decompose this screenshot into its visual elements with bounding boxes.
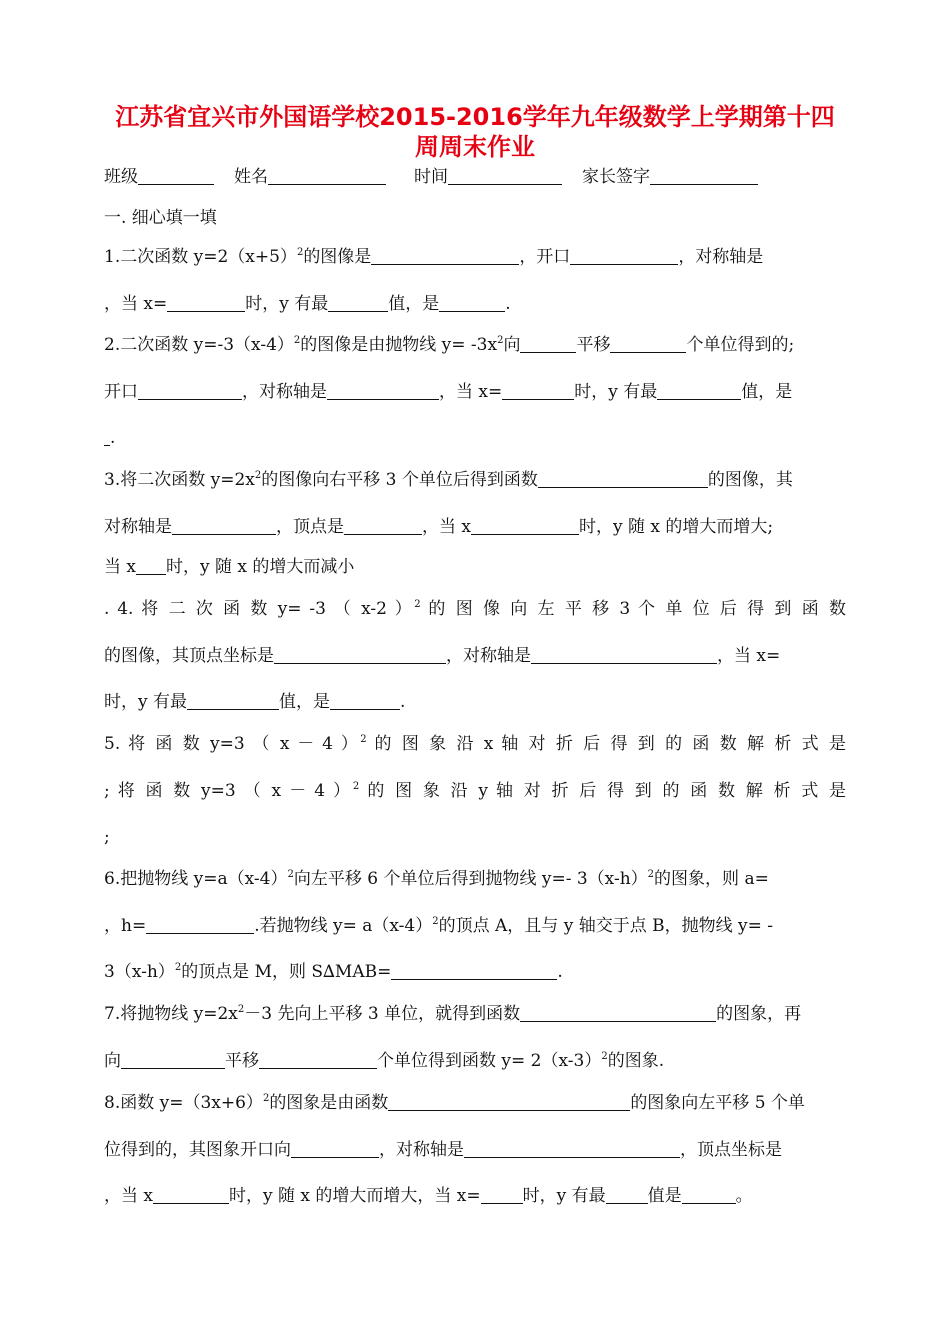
q3-blank-decreasing[interactable] — [136, 557, 166, 575]
parent-signature-field[interactable] — [650, 167, 758, 185]
question-3-line-2: 对称轴是 ，顶点是 ，当 x 时，y 随 x 的增大而增大; — [104, 517, 774, 537]
q8-blank-opening[interactable] — [291, 1140, 379, 1158]
question-6-line-2: ，h= .若抛物线 $y= a(x-4)^2$的顶点 A，且与 y 轴交于点 B，抛物线 y= - — [104, 916, 774, 936]
question-7-line-1: 7.将抛物线 $y=2x^2-3$ 先向上平移 3 单位，就得到函数 的图象，再 — [104, 1004, 802, 1024]
question-1-line-2: ，当 x= 时，y 有最 值，是 . — [104, 294, 511, 314]
question-8-line-1: 8.函数 $y=(3x+6)^2$的图象是由函数 的图象向左平移 5 个单 — [104, 1093, 805, 1113]
question-8-line-2: 位得到的，其图象开口向 ，对称轴是 ，顶点坐标是 — [104, 1140, 782, 1160]
question-1-line-1: 1.二次函数 $y=2(x+5)^2$的图像是 ，开口 ，对称轴是 — [104, 247, 764, 267]
question-4-line-1: . 4. 将 二 次 函 数 y= -3 （ x-2 ）$^2$ 的 图 像 向 左 平 移 3 个 单 位 后 得 到 函 数 — [104, 599, 846, 619]
question-5-line-3: ; — [104, 827, 110, 847]
q3-blank-vertex[interactable] — [344, 517, 422, 535]
question-2-line-3: . — [104, 427, 846, 449]
q3-blank-function[interactable] — [538, 470, 708, 488]
time-field[interactable] — [448, 167, 562, 185]
name-label: 姓名 — [234, 167, 268, 187]
q8-blank-extreme[interactable] — [606, 1186, 648, 1204]
q1-blank-value[interactable] — [439, 294, 505, 312]
q8-blank-function[interactable] — [388, 1093, 630, 1111]
q7-blank-direction[interactable] — [121, 1051, 225, 1069]
question-6-line-3: $3(x-h)^2$的顶点是 M，则 S∆MAB= . — [104, 962, 563, 982]
worksheet-title — [100, 102, 850, 162]
q1-blank-x[interactable] — [167, 294, 245, 312]
q2-blank-x[interactable] — [502, 382, 574, 400]
q2-blank-units[interactable] — [610, 335, 686, 353]
name-field[interactable] — [268, 167, 386, 185]
question-4-line-3: 时，y 有最 值，是 . — [104, 692, 406, 712]
question-4-line-2: 的图像，其顶点坐标是 ，对称轴是 ，当 x= — [104, 646, 781, 666]
section-heading: 一. 细心填一填 — [104, 208, 217, 228]
q3-blank-increasing[interactable] — [471, 517, 579, 535]
q8-blank-axis[interactable] — [464, 1140, 680, 1158]
class-label: 班级 — [104, 167, 138, 187]
question-3-line-3: 当 x 时，y 随 x 的增大而减小 — [104, 557, 355, 577]
question-2-line-2: 开口 ，对称轴是 ，当 x= 时，y 有最 值，是 — [104, 382, 793, 402]
time-label: 时间 — [414, 167, 448, 187]
q2-blank-opening[interactable] — [138, 382, 242, 400]
class-field[interactable] — [138, 167, 214, 185]
q2-blank-extreme[interactable] — [657, 382, 741, 400]
q8-blank-increasing[interactable] — [153, 1186, 229, 1204]
q2-blank-axis[interactable] — [327, 382, 439, 400]
question-6-line-1: 6.把抛物线 $y=a(x-4)^2$向左平移 6 个单位后得到抛物线 y=- $3(x-h)^2$的图象，则 a= — [104, 869, 769, 889]
q1-blank-graph[interactable] — [371, 247, 519, 265]
q4-blank-vertex[interactable] — [274, 646, 446, 664]
q6-blank-h[interactable] — [146, 916, 254, 934]
q4-blank-value[interactable] — [330, 692, 400, 710]
q4-blank-extreme[interactable] — [187, 692, 279, 710]
q2-blank-direction[interactable] — [520, 335, 576, 353]
question-3-line-1: 3.将二次函数 $y=2x^2$的图像向右平移 3 个单位后得到函数 的图像，其 — [104, 470, 793, 490]
question-2-line-1: 2.二次函数 $y=-3(x-4)^2$的图像是由抛物线 $y= -3x^2$向 平移 个单位得到的; — [104, 335, 795, 355]
question-7-line-2: 向 平移 个单位得到函数 $y= 2(x-3)^2$的图象. — [104, 1051, 665, 1071]
q8-blank-x[interactable] — [481, 1186, 523, 1204]
q4-blank-axis[interactable] — [531, 646, 717, 664]
q8-blank-value[interactable] — [682, 1186, 736, 1204]
q3-blank-axis[interactable] — [172, 517, 276, 535]
question-5-line-2: ; 将 函 数 y=3 （ x － 4 ）$^2$ 的 图 象 沿 y 轴 对 折 后 得 到 的 函 数 解 析 式 是 — [104, 781, 846, 801]
q6-blank-area[interactable] — [391, 962, 557, 980]
q1-blank-opening[interactable] — [570, 247, 678, 265]
title-line-1: 江苏省宜兴市外国语学校2015-2016学年九年级数学上学期第十四 — [115, 103, 835, 131]
q1-blank-extreme[interactable] — [328, 294, 388, 312]
student-info-row — [104, 166, 846, 188]
q7-blank-function[interactable] — [520, 1004, 716, 1022]
parent-signature-label: 家长签字 — [582, 167, 650, 187]
q7-blank-units[interactable] — [259, 1051, 377, 1069]
title-line-2: 周周末作业 — [415, 133, 535, 161]
question-5-line-1: 5. 将 函 数 y=3 （ x － 4 ）$^2$ 的 图 象 沿 x 轴 对 折 后 得 到 的 函 数 解 析 式 是 — [104, 734, 847, 754]
question-8-line-3: ，当 x 时，y 随 x 的增大而增大，当 x= 时，y 有最 值是 。 — [104, 1186, 753, 1206]
